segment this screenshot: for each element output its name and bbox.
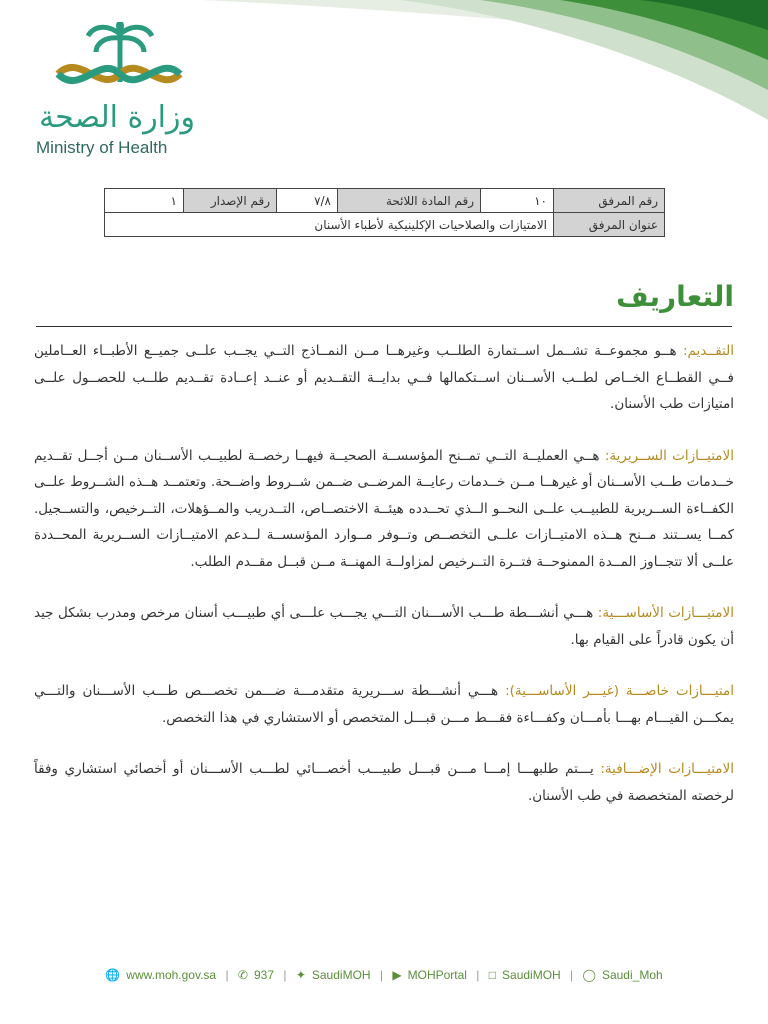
instagram-icon: □ <box>488 968 497 982</box>
attachment-title-value: الامتيازات والصلاحيات الإكلينيكية لأطباء الأسنان <box>105 213 554 237</box>
definition-paragraph <box>34 338 734 418</box>
snapchat-icon: ◯ <box>582 968 596 982</box>
website-link[interactable]: www.moh.gov.sa <box>126 968 217 982</box>
article-value: ٧/٨ <box>277 189 338 213</box>
definition-term: امتيـــازات خاصـــة (غيـــر الأساســـية): <box>505 683 734 699</box>
attachment-info-table <box>104 188 665 237</box>
youtube-icon: ▶ <box>392 968 402 982</box>
definition-paragraph <box>34 600 734 653</box>
phone-number[interactable]: 937 <box>253 968 274 982</box>
definition-text: هـــي أنشـــطة ســـريرية متقدمـــة ضـــمن تخصـــص طـــب الأســـنان والتـــي يمكـــن القيـــام بهـــا بأمـــان وكفـــاءة فقـــط مـــن قبـــل المتخصص أو الاستشاري في هذا التخصص. <box>34 683 734 726</box>
definition-text: هــي العمليــة التــي تمــنح المؤسســة الصحيــة فيهــا رخصــة لطبيــب الأســنان مــن أجــل تقــديم خــدمات طــب الأســنان أو غيرهــا مــن خــدمات رعايــة المرضــى ضــمن شــروط واضــحة. وتعتمــد هــذه الشــروط علــى الكفــاءة الســريرية للطبيــب علــى النحــو الــذي تحــدده هيئــة الاختصــاص، التــدريب والمــؤهلات، التــرخيص، والتســجيل. كمــا يســتند مــنح هــذه الامتيــازات علــى التخصــص وتــوفر مــوارد المؤسســة لــدعم الامتيــازات الســريرية المحــددة علــى ألا تتجــاوز المــدة الممنوحــة فتــرة التــرخيص لمزاولــة المهنــة مــن قبــل مقــدم الطلب. <box>34 447 734 570</box>
footer-separator: | <box>283 968 287 982</box>
footer-separator: | <box>570 968 574 982</box>
section-title: التعاريف <box>616 280 734 313</box>
footer-contacts <box>0 968 768 982</box>
table-row <box>105 213 665 237</box>
definition-paragraph <box>34 756 734 809</box>
attachment-title-label: عنوان المرفق <box>554 213 665 237</box>
definition-paragraph <box>34 678 734 731</box>
twitter-handle[interactable]: SaudiMOH <box>311 968 371 982</box>
definitions-body <box>34 338 734 834</box>
article-label: رقم المادة اللائحة <box>338 189 481 213</box>
instagram-handle[interactable]: SaudiMOH <box>502 968 561 982</box>
attachment-no-value: ١٠ <box>481 189 554 213</box>
title-divider <box>36 326 732 327</box>
definition-term: الامتيـــازات الأساســـية: <box>597 605 734 621</box>
definition-paragraph <box>34 443 734 576</box>
snapchat-handle[interactable]: Saudi_Moh <box>601 968 663 982</box>
footer-separator: | <box>379 968 384 982</box>
definition-text: هــو مجموعــة تشــمل اســتمارة الطلــب وغيرهــا مــن النمــاذج التــي يجــب علــى جميــع الأطبــاء العــاملين فــي القطــاع الخــاص لطــب الأســنان اســتكمالها فــي بدايــة التقــديم أو عنــد إعــادة تقــديم طلــب للحصــول علــى امتيازات طب الأسنان. <box>34 343 734 412</box>
edition-label: رقم الإصدار <box>184 189 277 213</box>
footer-separator: | <box>476 968 480 982</box>
logo-arabic-text: وزارة الصحة <box>39 100 195 135</box>
definition-text: يـــتم طلبهـــا إمـــا مـــن قبـــل طبيـــب أخصـــائي لطـــب الأســـنان أو أخصائي استشاري وفقاً لرخصته المتخصصة في طب الأسنان. <box>34 761 734 804</box>
phone-icon: ✆ <box>237 968 248 982</box>
edition-value: ١ <box>105 189 184 213</box>
youtube-handle[interactable]: MOHPortal <box>407 968 467 982</box>
attachment-no-label: رقم المرفق <box>554 189 665 213</box>
footer-separator: | <box>225 968 229 982</box>
definition-term: الامتيــازات الســريرية: <box>604 447 734 464</box>
logo-english-text: Ministry of Health <box>36 138 168 157</box>
definition-term: الامتيـــازات الإضـــافية: <box>600 761 734 777</box>
twitter-icon: ✦ <box>295 968 306 982</box>
definition-term: التقــديم: <box>682 343 734 359</box>
table-row <box>105 189 665 213</box>
definition-text: هـــي أنشـــطة طـــب الأســـنان التـــي يجـــب علـــى أي طبيـــب أسنان مرخص ومدرب بشكل جيد أن يكون قادراً على القيام بها. <box>34 605 734 648</box>
globe-icon: 🌐 <box>105 968 121 982</box>
